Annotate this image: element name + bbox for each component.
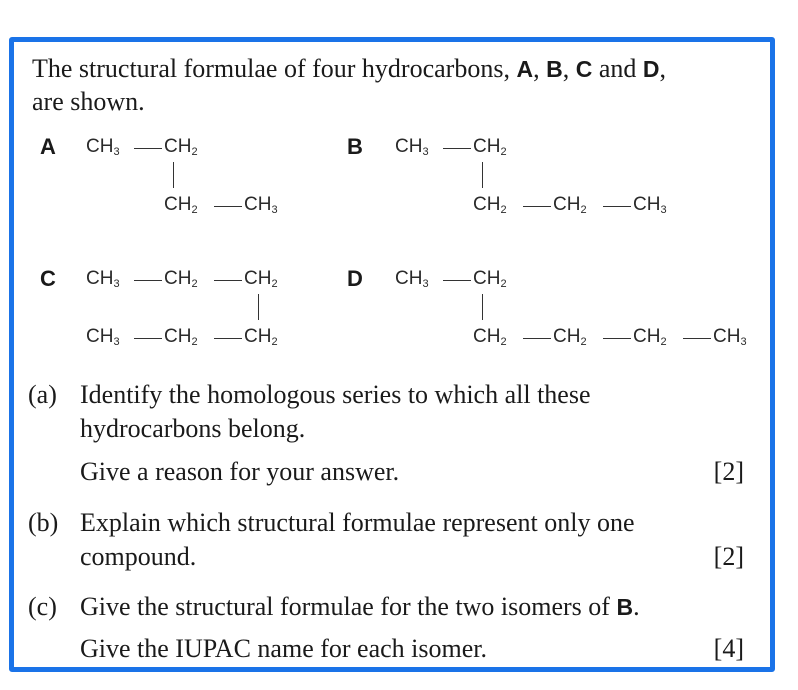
- b-bottom-3: $CH_3$: [633, 194, 667, 216]
- question-c-line-2: Give the IUPAC name for each isomer.: [80, 634, 487, 663]
- b-bottom-1: $CH_2$: [473, 194, 507, 216]
- intro-line-2: are shown.: [32, 87, 145, 116]
- compound-b-label: B: [347, 134, 363, 159]
- b-bond-bottom-2: [603, 206, 631, 207]
- c-bottom-1: $CH_3$: [86, 326, 120, 348]
- d-bond-bottom-3: [683, 338, 711, 339]
- intro-line-1: The structural formulae of four hydrocarbons, A, B, C and D,: [32, 54, 666, 83]
- question-frame: [9, 37, 775, 672]
- c-bottom-2: $CH_2$: [164, 326, 198, 348]
- question-b-number: (b): [28, 508, 59, 537]
- d-top-1: $CH_3$: [395, 268, 429, 290]
- question-a-line-3: Give a reason for your answer.: [80, 457, 400, 486]
- compound-c-label: C: [40, 266, 56, 291]
- c-bond-bottom-1: [134, 338, 162, 339]
- label-c-inline: C: [575, 56, 593, 82]
- a-bottom-1: $CH_2$: [164, 194, 198, 216]
- label-a-inline: A: [516, 56, 534, 82]
- b-top-2: $CH_2$: [473, 136, 507, 158]
- a-bond-bottom: [214, 206, 242, 207]
- b-top-1: $CH_3$: [395, 136, 429, 158]
- question-c-number: (c): [28, 592, 57, 621]
- a-bond-vert: [173, 162, 174, 188]
- d-bottom-1: $CH_2$: [473, 326, 507, 348]
- a-top-2: $CH_2$: [164, 136, 198, 158]
- d-bottom-2: $CH_2$: [553, 326, 587, 348]
- c-bond-vert: [258, 294, 259, 320]
- b-bottom-2: $CH_2$: [553, 194, 587, 216]
- c-bottom-3: $CH_2$: [244, 326, 278, 348]
- c-top-2: $CH_2$: [164, 268, 198, 290]
- c-bond-bottom-2: [214, 338, 242, 339]
- a-bond-top: [134, 148, 162, 149]
- question-a-number: (a): [28, 380, 57, 409]
- label-b-inline: B: [546, 56, 563, 82]
- a-bottom-2: $CH_3$: [244, 194, 278, 216]
- d-bottom-4: $CH_3$: [713, 326, 747, 348]
- c-top-3: $CH_2$: [244, 268, 278, 290]
- d-bottom-3: $CH_2$: [633, 326, 667, 348]
- question-c-line-1: Give the structural formulae for the two isomers of B.: [80, 592, 640, 621]
- b-bond-bottom-1: [523, 206, 551, 207]
- question-b-marks: [2]: [713, 542, 744, 571]
- d-bond-top: [443, 280, 471, 281]
- question-a-marks: [2]: [713, 457, 744, 486]
- compound-a-label: A: [40, 134, 56, 159]
- d-bond-vert: [482, 294, 483, 320]
- c-bond-top-1: [134, 280, 162, 281]
- question-a-line-2: hydrocarbons belong.: [80, 414, 306, 443]
- b-bond-top: [443, 148, 471, 149]
- d-bond-bottom-1: [523, 338, 551, 339]
- question-b-line-2: compound.: [80, 542, 197, 571]
- label-d-inline: D: [642, 56, 660, 82]
- question-b-line-1: Explain which structural formulae represent only one: [80, 508, 635, 537]
- b-bond-vert: [482, 162, 483, 188]
- isomer-b-label: B: [616, 594, 634, 620]
- compound-d-label: D: [347, 266, 363, 291]
- question-a-line-1: Identify the homologous series to which all these: [80, 380, 591, 409]
- c-top-1: $CH_3$: [86, 268, 120, 290]
- a-top-1: $CH_3$: [86, 136, 120, 158]
- c-bond-top-2: [214, 280, 242, 281]
- d-top-2: $CH_2$: [473, 268, 507, 290]
- d-bond-bottom-2: [603, 338, 631, 339]
- question-c-marks: [4]: [713, 634, 744, 663]
